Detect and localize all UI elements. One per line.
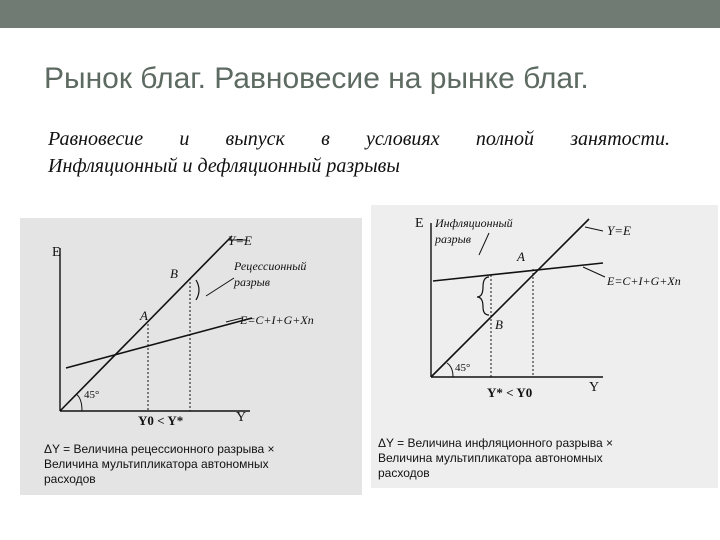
point-a-label: A bbox=[517, 249, 525, 264]
subtitle-line-2: Инфляционный и дефляционный разрывы bbox=[48, 155, 400, 177]
angle-label: 45° bbox=[84, 389, 100, 401]
angle-label: 45° bbox=[455, 362, 471, 374]
subtitle-line-1: Равновесие и выпуск в условиях полной занятости. bbox=[48, 128, 670, 150]
inflationary-caption bbox=[378, 436, 678, 481]
axis-y-label: E bbox=[415, 216, 424, 231]
caption-line-3: расходов bbox=[378, 466, 430, 480]
gap-label-1: Рецессионный bbox=[234, 259, 307, 273]
top-bar bbox=[0, 0, 720, 28]
gap-label-2: разрыв bbox=[435, 232, 472, 246]
caption-line-3: расходов bbox=[44, 472, 96, 486]
gap-label-1: Инфляционный bbox=[435, 216, 513, 230]
line-45-label: Y=E bbox=[607, 223, 631, 238]
line-45-label: Y=E bbox=[228, 233, 252, 248]
caption-line-2: Величина мультипликатора автономных bbox=[44, 457, 269, 471]
recessionary-gap-figure bbox=[20, 218, 362, 495]
ae-line-label: E=C+I+G+Xn bbox=[240, 313, 314, 327]
axis-x-label: Y bbox=[236, 410, 247, 425]
inflationary-gap-figure bbox=[371, 205, 718, 488]
gap-label-2: разрыв bbox=[234, 275, 271, 289]
x-relation-label: Y* < Y0 bbox=[487, 385, 533, 400]
point-b-label: B bbox=[170, 266, 178, 281]
caption-line-1: ΔY = Величина инфляционного разрыва × bbox=[378, 436, 614, 450]
caption-line-1: ΔY = Величина рецессионного разрыва × bbox=[44, 442, 275, 456]
recessionary-caption bbox=[44, 442, 336, 487]
slide-title: Рынок благ. Равновесие на рынке благ. bbox=[44, 62, 589, 95]
axis-x-label: Y bbox=[589, 380, 600, 395]
caption-line-2: Величина мультипликатора автономных bbox=[378, 451, 603, 465]
slide-subtitle bbox=[48, 126, 670, 180]
axis-y-label: E bbox=[52, 245, 61, 260]
x-relation-label: Y0 < Y* bbox=[138, 413, 184, 428]
point-b-label: B bbox=[495, 317, 503, 332]
ae-line-label: E=C+I+G+Xn bbox=[607, 274, 681, 288]
point-a-label: A bbox=[140, 308, 148, 323]
